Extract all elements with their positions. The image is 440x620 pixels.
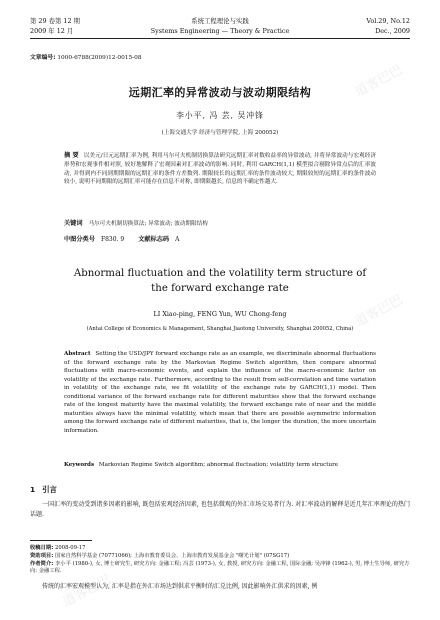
keywords-cn-text: 马尔可夫机制切换算法; 异常波动; 波动期限结构 <box>88 221 208 227</box>
section-heading <box>30 484 64 495</box>
journal-date-en: Dec., 2009 <box>375 27 410 35</box>
abstract-en-label: Abstract <box>64 351 91 357</box>
watermark: 道客巴巴 <box>352 62 406 101</box>
body-paragraph: 一国汇率的变动受到诸多因素的影响, 既包括宏观经济因素, 也包括微观的外汇市场交易者行为. 对汇率波动的解释是近几年汇率理论的热门话题. <box>30 501 410 518</box>
authors-en: LI Xiao-ping, FENG Yun, WU Chong-feng <box>153 310 287 318</box>
keywords-en-label: Keywords <box>64 462 95 468</box>
journal-name-en: Systems Engineering — Theory & Practice <box>150 27 290 35</box>
watermark: 道客巴巴 <box>60 572 114 611</box>
footnote-label: 作者简介: <box>30 561 54 567</box>
body-paragraph: 传统的汇率宏观模型认为, 汇率是指在外汇市场达到供求平衡时的汇兑比例, 因此影响外汇供求的因素, 例 <box>42 583 318 590</box>
section-title: 引言 <box>42 485 57 494</box>
clc-value: F830. 9 <box>100 236 125 243</box>
abstract-cn <box>64 152 376 187</box>
footnote-text: 2008-09-17 <box>55 545 86 551</box>
header-rule <box>30 38 410 39</box>
title-en-line2: the forward exchange rate <box>151 283 289 294</box>
journal-date: 2009 年 12 月 <box>30 27 74 35</box>
journal-volume: 第 29 卷第 12 期 <box>30 17 80 25</box>
footnote-label: 资助项目: <box>30 553 54 559</box>
abstract-en-text: Setting the USD/JPY forward exchange rate as an example, we discriminate abnormal fluctuations of the forward exchange rate by the Markovian Regime Switch algorithm, then compare abnormal fluctuations with macro-economic events, and explain the influence of the macro-economic factor on volatility of the exchange rate. Furthermore, according to the result from self-correlation and time variation in volatility of the exchange rate, we fit volatility of the exchange rate by GARCH(1,1) model. Then conditional variance of the forward exchange rate for different maturities show that the forward exchange rate of the longest maturity have the maximal volatility, the forward exchange rate of near and the middle maturities always have the minimal volatility, which mean that there are possible asymmetric information among the forward exchange rate of different maturities, that is, the longer the duration, the more uncertain information. <box>64 351 377 434</box>
title-cn: 远期汇率的异常波动与波动期限结构 <box>128 86 312 99</box>
footnote-funding <box>30 553 410 560</box>
keywords-cn-label: 关键词 <box>64 220 83 227</box>
footnote-received <box>30 545 410 552</box>
title-en-line1: Abnormal fluctuation and the volatility term structure of <box>73 268 367 279</box>
doc-code-value: A <box>175 236 180 243</box>
footnote-rule <box>30 540 92 541</box>
article-number-value: 1000-6788(2009)12-0015-08 <box>57 55 142 61</box>
footnote-label: 收稿日期: <box>30 545 54 551</box>
footnote-authors <box>30 561 410 576</box>
article-number-label: 文章编号: <box>30 55 56 61</box>
footnote-text: 李小平 (1980-), 女, 博士研究生, 研究方向: 金融工程; 冯芸 (1973-), 女, 教授, 研究方向: 金融工程, 国际金融; 吴冲锋 (1962-), 男, 博士生导师, 研究方向: 金融工程. <box>30 561 410 575</box>
article-number <box>30 52 142 61</box>
section-number: 1 <box>30 485 36 494</box>
abstract-cn-text: 以美元/日元远期汇率为例, 利用马尔可夫机制切换算法研究远期汇率对数收益率的异常波动, 并将异常波动与宏观经济形势和宏观事件相对照, 较好地解释了宏观因素对汇率波动的影响. 同时, 利用 GARCH(1,1) 模型拟合剔除异常点后的汇率波动, 并得到内不同到期期限的远期汇率的条件方差数列. 期限较长的远期汇率的条件波动较大, 期限较短的远期汇率的条件波动较小, 说明不同期限的远期汇率可能存在信息不对称, 即期限越长, 信息的不确定性越大. <box>64 153 377 186</box>
abstract-cn-label: 摘 要 <box>64 152 79 159</box>
doc-code-label: 文献标志码 <box>138 236 170 243</box>
keywords-cn <box>64 218 376 227</box>
abstract-en <box>64 350 376 435</box>
affiliation-en: (Antai College of Economics & Management, Shanghai Jiaotong University, Shanghai 200052, China) <box>86 326 354 332</box>
footnote-text: 国家自然科学基金 (70771066); 上海市教育委员会、上海市教育发展基金会 "曙光计划" (07SG17) <box>55 553 290 559</box>
watermark: 道客巴巴 <box>352 292 406 331</box>
affiliation-cn: (上海交通大学 经济与管理学院, 上海 200052) <box>161 130 279 136</box>
journal-volume-en: Vol.29, No.12 <box>366 17 410 25</box>
keywords-en <box>64 462 376 468</box>
title-en <box>50 266 390 296</box>
keywords-en-text: Markovian Regime Switch algorithm; abnormal fluctuation; volatility term structure <box>98 462 339 468</box>
journal-name-cn: 系统工程理论与实践 <box>191 17 249 25</box>
classification <box>64 234 179 243</box>
clc-label: 中图分类号 <box>64 236 95 243</box>
authors-cn: 李小平, 冯 芸, 吴冲锋 <box>176 111 264 120</box>
